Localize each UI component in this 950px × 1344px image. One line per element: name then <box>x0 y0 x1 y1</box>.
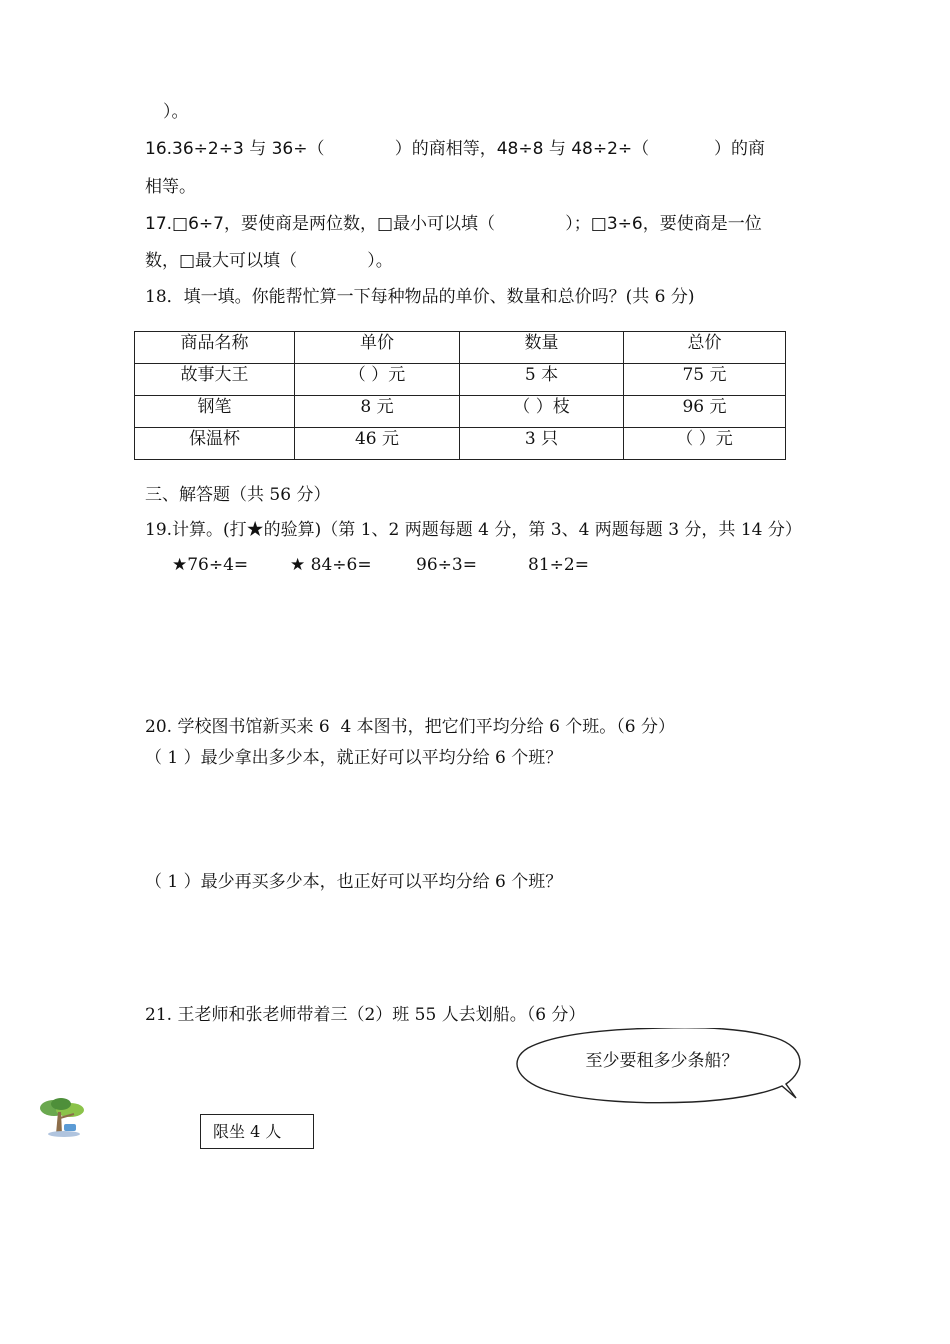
table-cell: 5 本 <box>460 364 624 396</box>
header-cell: 数量 <box>460 332 624 364</box>
tree-icon <box>34 1096 88 1140</box>
continuation-text: ）。 <box>163 102 189 122</box>
question-21: 21. 王老师和张老师带着三（2）班 55 人去划船。（6 分） <box>145 1005 586 1025</box>
calc-item: ★ 84÷6= <box>290 555 372 575</box>
table-cell: 46 元 <box>295 428 460 460</box>
table-cell: 75 元 <box>624 364 786 396</box>
table-row <box>135 364 786 396</box>
question-20: 20. 学校图书馆新买来 6 4 本图书，把它们平均分给 6 个班。（6 分） <box>145 717 676 737</box>
question-16-line-2: 相等。 <box>145 177 196 197</box>
question-20-part-2: （ 1 ）最少再买多少本，也正好可以平均分给 6 个班？ <box>145 872 563 892</box>
table-row <box>135 428 786 460</box>
question-19: 19.计算。(打★的验算)（第 1、2 两题每题 4 分，第 3、4 两题每题 3 分，共 14 分） <box>145 520 802 540</box>
boat-limit-box: 限坐 4 人 <box>200 1114 314 1149</box>
table-header-row <box>135 332 786 364</box>
table-cell: （ ）元 <box>624 428 786 460</box>
header-cell: 商品名称 <box>135 332 295 364</box>
calc-item: 81÷2= <box>528 555 589 575</box>
table-cell: 保温杯 <box>135 428 295 460</box>
table-cell: （ ）枝 <box>460 396 624 428</box>
question-17-line-2: 数，□最大可以填（ ）。 <box>145 251 393 271</box>
speech-bubble <box>514 1028 810 1112</box>
table-cell: 8 元 <box>295 396 460 428</box>
table-cell: 故事大王 <box>135 364 295 396</box>
question-17-line-1: 17.□6÷7，要使商是两位数，□最小可以填（ ）；□3÷6，要使商是一位 <box>145 214 762 234</box>
table-cell: 3 只 <box>460 428 624 460</box>
calc-item: ★76÷4= <box>172 555 249 575</box>
table-cell: 钢笔 <box>135 396 295 428</box>
goods-table <box>134 331 786 460</box>
header-cell: 单价 <box>295 332 460 364</box>
calc-item: 96÷3= <box>416 555 477 575</box>
question-18: 18．填一填。你能帮忙算一下每种物品的单价、数量和总价吗？(共 6 分) <box>145 287 695 307</box>
table-cell: （ ）元 <box>295 364 460 396</box>
header-cell: 总价 <box>624 332 786 364</box>
table-row <box>135 396 786 428</box>
question-20-part-1: （ 1 ）最少拿出多少本，就正好可以平均分给 6 个班？ <box>145 748 563 768</box>
question-16-line-1: 16.36÷2÷3 与 36÷（ ）的商相等，48÷8 与 48÷2÷（ ）的商 <box>145 139 766 159</box>
bubble-text: 至少要租多少条船？ <box>585 1051 739 1071</box>
table-cell: 96 元 <box>624 396 786 428</box>
section-3-title: 三、解答题（共 56 分） <box>145 485 331 505</box>
